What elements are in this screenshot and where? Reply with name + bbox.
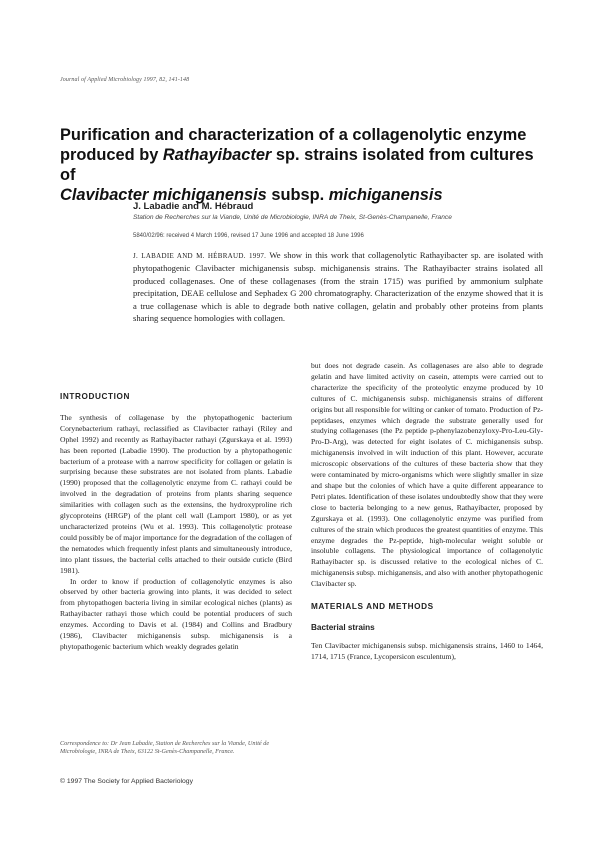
title-line-2-pre: produced by xyxy=(60,146,163,164)
title-genus: Rathayibacter xyxy=(162,146,272,164)
paragraph: The synthesis of collagenase by the phytopathogenic bacterium Corynebacterium rathayi, reclassified as Clavibacter rathayi (Riley and Ophel 1992) and recently as Rathayibacter rathayi (Zgurskaya et al. 1993) has been reported (Labadie 1990). The production by a phytopathogenic bacterium of a protease with a narrow specificity for collagen or gelatin is surprising because these substrates are not isolated from plants. Labadie (1990) proposed that the collagenolytic enzyme from C. rathayi could be involved in the degradation of proteins from plants sharing sequence similarities with collagen such as the extensins, the hydroxyproline rich glycoproteins (HRGP) of the plant cell wall (Lamport 1980), or as yet uncharacterized proteins (Wu et al. 1993). This collagenolytic protease could possibly be of major importance for the degradation of the collagen of the nematodes which frequently infest plants and simultaneously introduce, into plant tissues, the bacterial cells attached to their outside cuticle (Bird 1981). xyxy=(60,412,292,575)
title-line-3-mid: subsp. xyxy=(266,186,329,204)
title-line-2-post: sp. strains isolated from cultures of xyxy=(60,146,534,184)
paragraph: Ten Clavibacter michiganensis subsp. michiganensis strains, 1460 to 1464, 1714, 1715 (France, Lycopersicon esculentum), xyxy=(311,640,543,661)
correspondence-footnote: Correspondence to: Dr Jean Labadie, Station de Recherches sur la Viande, Unité de Microbiologie, INRA de Theix, 63122 St-Genès-Champanelle, France. xyxy=(60,740,270,756)
abstract-lead: J. LABADIE AND M. HÉBRAUD. 1997. xyxy=(133,252,267,260)
authors: J. Labadie and M. Hébraud xyxy=(133,201,254,212)
paragraph: but does not degrade casein. As collagenases are also able to degrade gelatin and have limited activity on casein, attempts were carried out to characterize the specificity of the proteolytic enzyme produced by 10 cultures of C. michiganensis subsp. michiganensis strains of different origins but all responsible for wilting or canker of tomato. Production of Pz-peptidases, enzymes which degrade the substrate generally used for studying collagenases (the Pz peptide p-phenylazobenzyloxy-Pro-Leu-Gly-Pro-D-Arg), was detected for eight isolates of C. michiganensis subsp. michiganensis involved in wilt induction of this plant. However, accurate microscopic observations of the cultures of these bacteria show that they were contaminated by micro-organisms which were slightly smaller in size and shape but the colonies of which have a quite different appearance to Petri plates. Identification of these isolates undoubtedly show that they were close to bacteria belonging to a new genus, Rathayibacter, proposed by Zgurskaya et al. (1993). One collagenolytic enzyme was purified from cultures of the strain which produces the greatest quantities of enzyme. This enzyme degrades the Pz-peptide, high-molecular weight soluble or insoluble collagens. The physiological importance of collagenolytic Rathayibacter sp. is discussed relative to the ecological niches of C. michiganensis subsp. michiganensis, and also with another phytopathogenic Clavibacter sp. xyxy=(311,361,543,589)
left-column xyxy=(60,392,292,653)
title-species: Clavibacter michiganensis xyxy=(60,186,267,204)
copyright: © 1997 The Society for Applied Bacteriology xyxy=(60,778,193,785)
section-heading-introduction: INTRODUCTION xyxy=(60,392,130,401)
title-subspecies: michiganensis xyxy=(328,186,443,204)
title-line-1: Purification and characterization of a collagenolytic enzyme xyxy=(60,126,527,144)
subsection-heading-bacterial-strains: Bacterial strains xyxy=(311,622,375,632)
abstract xyxy=(133,249,543,324)
right-column xyxy=(311,361,543,663)
received-dates: 5840/02/96: received 4 March 1996, revised 17 June 1996 and accepted 18 June 1996 xyxy=(133,233,364,239)
paragraph: In order to know if production of collagenolytic enzymes is also observed by other bacteria growing into plants, it was decided to select from phytopathogen bacteria living in similar ecological niches (plants) as Rathayibacter rathayi those which could be potential producers of such enzymes. According to Davis et al. (1984) and Collins and Bradbury (1986), Clavibacter michiganensis subsp. michiganensis is a phytopathogenic bacterium which weakly degrades gelatin xyxy=(60,576,292,651)
article-title xyxy=(60,125,550,205)
section-heading-methods: MATERIALS AND METHODS xyxy=(311,602,434,612)
affiliation: Station de Recherches sur la Viande, Unité de Microbiologie, INRA de Theix, St-Genès-Champanelle, France xyxy=(133,214,452,221)
abstract-text: We show in this work that collagenolytic Rathayibacter sp. are isolated with phytopathogenic Clavibacter michiganensis subsp. michiganensis strains. The Rathayibacter strains isolated all produced collagenases. One of these collagenases (from the strain 1715) was purified by ammonium sulphate precipitation, DEAE cellulose and Sephadex G 200 chromatography. Characterization of the enzyme showed that it is a true collagenase which is able to degrade both native collagen, gelatin and probably other proteins from plants sharing sequence homologies with collagen. xyxy=(133,250,543,324)
journal-header: Journal of Applied Microbiology 1997, 82, 141-148 xyxy=(60,77,190,83)
title-line-2 xyxy=(60,145,550,185)
